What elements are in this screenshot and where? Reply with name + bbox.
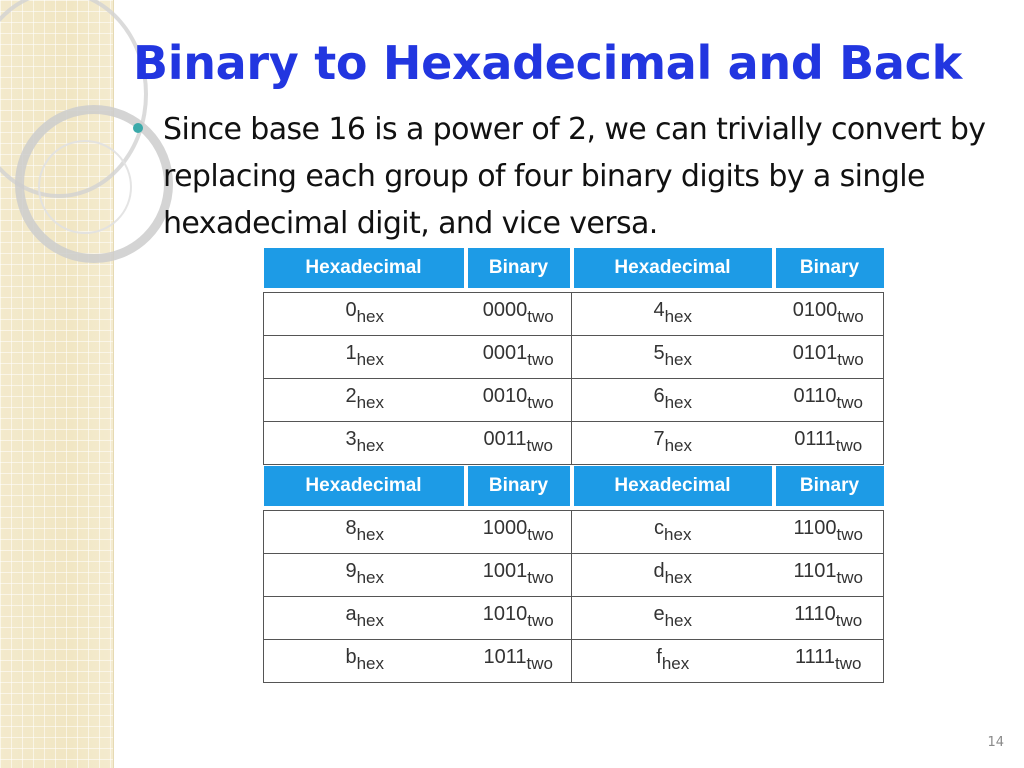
conversion-table <box>263 466 884 683</box>
digit-text: 7 <box>653 427 665 450</box>
binary-cell <box>466 554 572 597</box>
hex-cell <box>264 511 466 554</box>
cell-value <box>345 427 385 455</box>
base-subscript: two <box>835 435 863 455</box>
cell-value <box>653 384 693 412</box>
base-subscript: two <box>836 392 863 412</box>
column-header: Binary <box>466 248 572 288</box>
hex-cell <box>572 336 774 379</box>
base-subscript: two <box>836 524 863 544</box>
base-subscript: two <box>527 567 554 587</box>
base-subscript: two <box>527 392 554 412</box>
digit-text: 1110 <box>794 602 836 625</box>
column-header: Binary <box>774 466 884 506</box>
cell-value <box>483 427 553 455</box>
digit-text: 9 <box>345 559 357 582</box>
base-subscript: hex <box>661 653 690 673</box>
binary-cell <box>466 379 572 422</box>
digit-text: 0001 <box>482 341 528 364</box>
binary-cell <box>774 640 884 683</box>
base-subscript: hex <box>356 610 385 630</box>
hex-cell <box>572 293 774 336</box>
cell-value <box>345 384 385 412</box>
cell-value <box>483 645 553 673</box>
hex-cell <box>264 597 466 640</box>
table-row <box>264 293 884 336</box>
digit-text: 1101 <box>793 559 837 582</box>
base-subscript: hex <box>664 567 693 587</box>
bullet-text: Since base 16 is a power of 2, we can trivially convert by replacing each group of four binary digits by a single hexadecimal digit, and vice versa. <box>163 112 986 241</box>
base-subscript: hex <box>664 524 692 544</box>
base-subscript: hex <box>664 610 693 630</box>
base-subscript: two <box>527 349 554 369</box>
column-header: Hexadecimal <box>264 248 466 288</box>
hex-cell <box>572 379 774 422</box>
column-header: Binary <box>466 466 572 506</box>
digit-text: 0111 <box>794 427 836 450</box>
table-row <box>264 379 884 422</box>
digit-text: 1111 <box>794 645 836 668</box>
cell-value <box>482 384 554 412</box>
slide-title: Binary to Hexadecimal and Back <box>133 36 962 90</box>
digit-text: d <box>653 559 665 582</box>
digit-text: 0000 <box>482 298 528 321</box>
base-subscript: hex <box>664 349 693 369</box>
digit-text: 3 <box>345 427 357 450</box>
base-subscript: hex <box>356 392 385 412</box>
cell-value <box>793 559 863 587</box>
hex-cell <box>572 422 774 465</box>
binary-cell <box>774 511 884 554</box>
table-row <box>264 511 884 554</box>
digit-text: 0010 <box>482 384 528 407</box>
digit-text: e <box>653 602 665 625</box>
digit-text: 0011 <box>483 427 527 450</box>
cell-value <box>653 298 693 326</box>
base-subscript: hex <box>356 524 385 544</box>
cell-value <box>345 645 385 673</box>
hex-cell <box>264 422 466 465</box>
cell-value <box>345 602 385 630</box>
binary-cell <box>774 597 884 640</box>
digit-text: 1011 <box>483 645 527 668</box>
base-subscript: hex <box>356 349 385 369</box>
cell-value <box>482 298 554 326</box>
cell-value <box>792 341 864 369</box>
cell-value <box>653 341 693 369</box>
hex-cell <box>264 379 466 422</box>
cell-value <box>794 602 863 630</box>
digit-text: 1 <box>345 341 357 364</box>
conversion-table <box>263 248 884 465</box>
table-row <box>264 597 884 640</box>
base-subscript: hex <box>356 653 385 673</box>
cell-value <box>482 341 554 369</box>
digit-text: 1001 <box>482 559 528 582</box>
binary-cell <box>466 597 572 640</box>
hex-cell <box>264 293 466 336</box>
base-subscript: hex <box>356 435 385 455</box>
cell-value <box>794 427 863 455</box>
binary-cell <box>466 336 572 379</box>
column-header: Hexadecimal <box>572 466 774 506</box>
base-subscript: two <box>527 524 554 544</box>
digit-text: 6 <box>653 384 665 407</box>
cell-value <box>793 516 863 544</box>
digit-text: 2 <box>345 384 357 407</box>
hex-cell <box>572 640 774 683</box>
cell-value <box>482 516 554 544</box>
binary-cell <box>774 422 884 465</box>
cell-value <box>345 298 385 326</box>
cell-value <box>482 559 554 587</box>
binary-cell <box>466 640 572 683</box>
hex-cell <box>264 554 466 597</box>
base-subscript: two <box>837 349 864 369</box>
binary-cell <box>774 336 884 379</box>
cell-value <box>793 384 863 412</box>
cell-value <box>653 602 693 630</box>
base-subscript: hex <box>664 306 693 326</box>
base-subscript: hex <box>356 306 385 326</box>
cell-value <box>656 645 690 673</box>
digit-text: 1010 <box>482 602 528 625</box>
base-subscript: two <box>527 610 554 630</box>
digit-text: 0101 <box>792 341 838 364</box>
cell-value <box>792 298 864 326</box>
binary-cell <box>774 554 884 597</box>
digit-text: 0110 <box>793 384 837 407</box>
digit-text: 8 <box>345 516 357 539</box>
digit-text: 0 <box>345 298 357 321</box>
base-subscript: two <box>836 567 863 587</box>
table-row <box>264 554 884 597</box>
cell-value <box>654 516 692 544</box>
digit-text: a <box>345 602 357 625</box>
hex-cell <box>572 597 774 640</box>
digit-text: 4 <box>653 298 665 321</box>
table-row <box>264 336 884 379</box>
cell-value <box>653 427 693 455</box>
cell-value <box>653 559 693 587</box>
digit-text: 0100 <box>792 298 838 321</box>
base-subscript: hex <box>664 435 693 455</box>
base-subscript: two <box>526 435 553 455</box>
cell-value <box>482 602 554 630</box>
base-subscript: two <box>526 653 553 673</box>
column-header: Hexadecimal <box>264 466 466 506</box>
cell-value <box>345 559 385 587</box>
binary-cell <box>466 422 572 465</box>
bullet-icon <box>133 123 143 133</box>
hex-cell <box>572 554 774 597</box>
base-subscript: two <box>835 610 863 630</box>
binary-cell <box>774 379 884 422</box>
cell-value <box>794 645 862 673</box>
digit-text: c <box>654 516 665 539</box>
base-subscript: two <box>837 306 864 326</box>
table-row <box>264 640 884 683</box>
hex-cell <box>572 511 774 554</box>
digit-text: 5 <box>653 341 665 364</box>
table-row <box>264 422 884 465</box>
decorative-ring <box>38 140 132 234</box>
cell-value <box>345 341 385 369</box>
digit-text: 1000 <box>482 516 528 539</box>
digit-text: f <box>656 645 662 668</box>
base-subscript: two <box>527 306 554 326</box>
column-header: Hexadecimal <box>572 248 774 288</box>
column-header: Binary <box>774 248 884 288</box>
binary-cell <box>466 511 572 554</box>
hex-cell <box>264 336 466 379</box>
hex-cell <box>264 640 466 683</box>
cell-value <box>345 516 385 544</box>
binary-cell <box>774 293 884 336</box>
digit-text: b <box>345 645 357 668</box>
page-number: 14 <box>987 735 1004 750</box>
binary-cell <box>466 293 572 336</box>
digit-text: 1100 <box>793 516 837 539</box>
base-subscript: hex <box>356 567 385 587</box>
base-subscript: two <box>835 653 862 673</box>
base-subscript: hex <box>664 392 693 412</box>
